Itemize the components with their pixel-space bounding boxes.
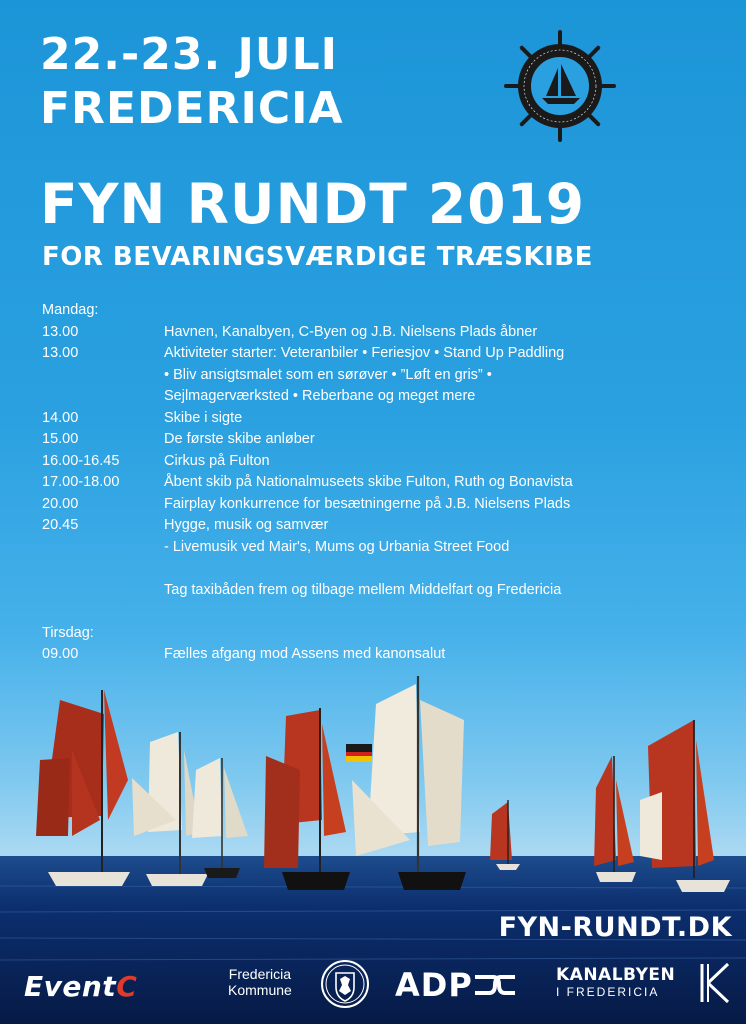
- event-subtitle: FOR BEVARINGSVÆRDIGE TRÆSKIBE: [42, 242, 593, 272]
- website-url[interactable]: FYN-RUNDT.DK: [498, 912, 732, 943]
- schedule-row: [42, 451, 722, 473]
- event-title: FYN RUNDT 2019: [40, 172, 586, 236]
- schedule-time: 15.00: [42, 431, 79, 447]
- schedule-time: 13.00: [42, 345, 79, 361]
- schedule-row: [42, 429, 722, 451]
- schedule-time: 16.00-16.45: [42, 452, 120, 469]
- schedule-event: Aktiviteter starter: Veteranbiler • Feriesjov • Stand Up Paddling: [164, 345, 565, 361]
- eventc-logo: [24, 970, 137, 1003]
- taxi-boat-note: Tag taxibåden frem og tilbage mellem Middelfart og Fredericia: [164, 581, 562, 598]
- schedule-time: 13.00: [42, 323, 79, 340]
- schedule-event: Cirkus på Fulton: [164, 452, 270, 469]
- schedule-event: - Livemusik ved Mair's, Mums og Urbania Street Food: [164, 538, 510, 555]
- eventc-accent: C: [116, 970, 138, 1003]
- program-schedule: [42, 300, 722, 666]
- day-label-tuesday: Tirsdag:: [42, 624, 94, 641]
- schedule-row: [42, 515, 722, 537]
- schedule-event: Havnen, Kanalbyen, C-Byen og J.B. Nielsens Plads åbner: [164, 323, 538, 340]
- kanalbyen-logo: [556, 966, 675, 999]
- schedule-event: De første skibe anløber: [164, 431, 315, 447]
- adp-wave-icon: [473, 969, 517, 1001]
- schedule-event: Sejlmagerværksted • Reberbane og meget mere: [164, 388, 476, 404]
- schedule-event: • Bliv ansigtsmalet som en sørøver • ”Løft en gris” •: [164, 366, 492, 383]
- date-heading: [40, 28, 344, 136]
- schedule-time: 20.00: [42, 495, 79, 512]
- adp-logo: [395, 966, 517, 1004]
- schedule-row: [42, 343, 722, 365]
- schedule-event: Fælles afgang mod Assens med kanonsalut: [164, 646, 446, 662]
- schedule-row-continued: [42, 365, 722, 387]
- kanalbyen-name: KANALBYEN: [556, 965, 676, 985]
- schedule-event: Skibe i sigte: [164, 409, 243, 426]
- schedule-time: 14.00: [42, 409, 79, 426]
- schedule-time: 20.45: [42, 517, 79, 533]
- schedule-row: [42, 322, 722, 344]
- ship-wheel-sailboat-icon: [504, 30, 616, 142]
- adp-text: ADP: [395, 966, 473, 1004]
- city-line: FREDERICIA: [40, 83, 344, 134]
- schedule-event: Åbent skib på Nationalmuseets skibe Fulton, Ruth og Bonavista: [164, 474, 573, 490]
- kommune-seal-icon: [320, 959, 370, 1009]
- schedule-note: [42, 580, 722, 602]
- schedule-row: [42, 472, 722, 494]
- kanalbyen-sub: I FREDERICIA: [556, 985, 660, 999]
- kommune-line2: Kommune: [228, 982, 292, 998]
- date-line: 22.-23. JULI: [40, 29, 338, 80]
- day-label-monday: Mandag:: [42, 302, 99, 318]
- schedule-time: 17.00-18.00: [42, 474, 120, 490]
- eventc-main: Event: [24, 970, 117, 1003]
- schedule-row: [42, 494, 722, 516]
- schedule-row-continued: [42, 537, 722, 559]
- schedule-time: 09.00: [42, 646, 79, 662]
- schedule-row-continued: [42, 386, 722, 408]
- schedule-event: Fairplay konkurrence for besætningerne på J.B. Nielsens Plads: [164, 495, 571, 512]
- schedule-event: Hygge, musik og samvær: [164, 517, 329, 533]
- schedule-row: [42, 408, 722, 430]
- kommune-line1: Fredericia: [228, 966, 292, 982]
- kanalbyen-k-icon: [698, 962, 732, 1004]
- fredericia-kommune-logo: [228, 966, 292, 998]
